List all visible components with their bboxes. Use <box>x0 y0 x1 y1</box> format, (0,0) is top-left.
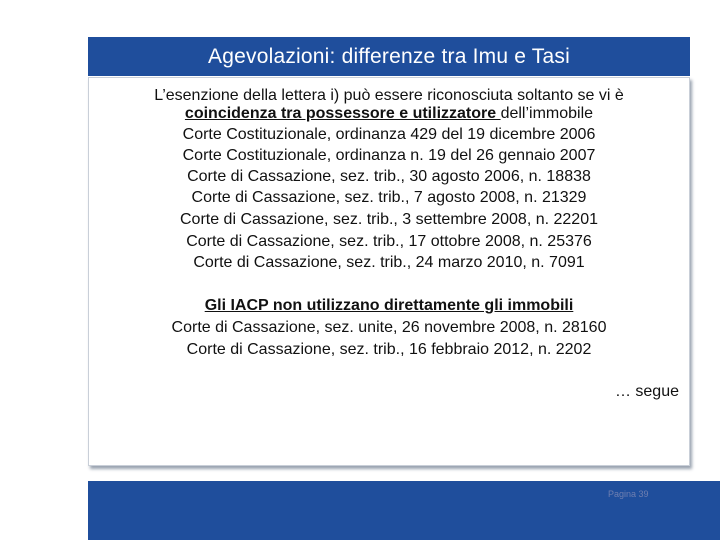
content-box <box>88 77 690 466</box>
citation-line: Corte di Cassazione, sez. trib., 7 agosto 2008, n. 21329 <box>191 189 587 206</box>
citation-line: Corte di Cassazione, sez. unite, 26 novembre 2008, n. 28160 <box>171 319 607 336</box>
underlined-phrase: coincidenza tra possessore e utilizzatore <box>184 105 501 122</box>
underlined-phrase-tail: dell’immobile <box>500 105 594 122</box>
paragraph2-heading <box>89 296 689 316</box>
citation-line: Corte di Cassazione, sez. trib., 16 febbraio 2012, n. 2202 <box>186 341 592 358</box>
citation-line: Corte di Cassazione, sez. trib., 17 ottobre 2008, n. 25376 <box>186 233 592 250</box>
citation-line: Corte Costituzionale, ordinanza n. 19 del 26 gennaio 2007 <box>182 147 596 164</box>
citation-line: Corte di Cassazione, sez. trib., 3 settembre 2008, n. 22201 <box>179 211 598 228</box>
paragraph1-intro: L’esenzione della lettera i) può essere riconosciuta soltanto se vi è <box>154 87 624 104</box>
citation-line: Corte Costituzionale, ordinanza 429 del 19 dicembre 2006 <box>182 126 596 143</box>
page-number: Pagina 39 <box>608 489 649 499</box>
footer-bar <box>88 481 720 540</box>
continues-label: … segue <box>614 383 679 400</box>
slide-title: Agevolazioni: differenze tra Imu e Tasi <box>208 44 570 68</box>
paragraph1-emphasis-line <box>89 104 689 124</box>
slide-title-bar <box>88 37 690 76</box>
citation-line: Corte di Cassazione, sez. trib., 24 marzo 2010, n. 7091 <box>193 254 585 271</box>
citation-line: Corte di Cassazione, sez. trib., 30 agosto 2006, n. 18838 <box>187 168 591 185</box>
paragraph2-heading-text: Gli IACP non utilizzano direttamente gli immobili <box>204 297 574 314</box>
